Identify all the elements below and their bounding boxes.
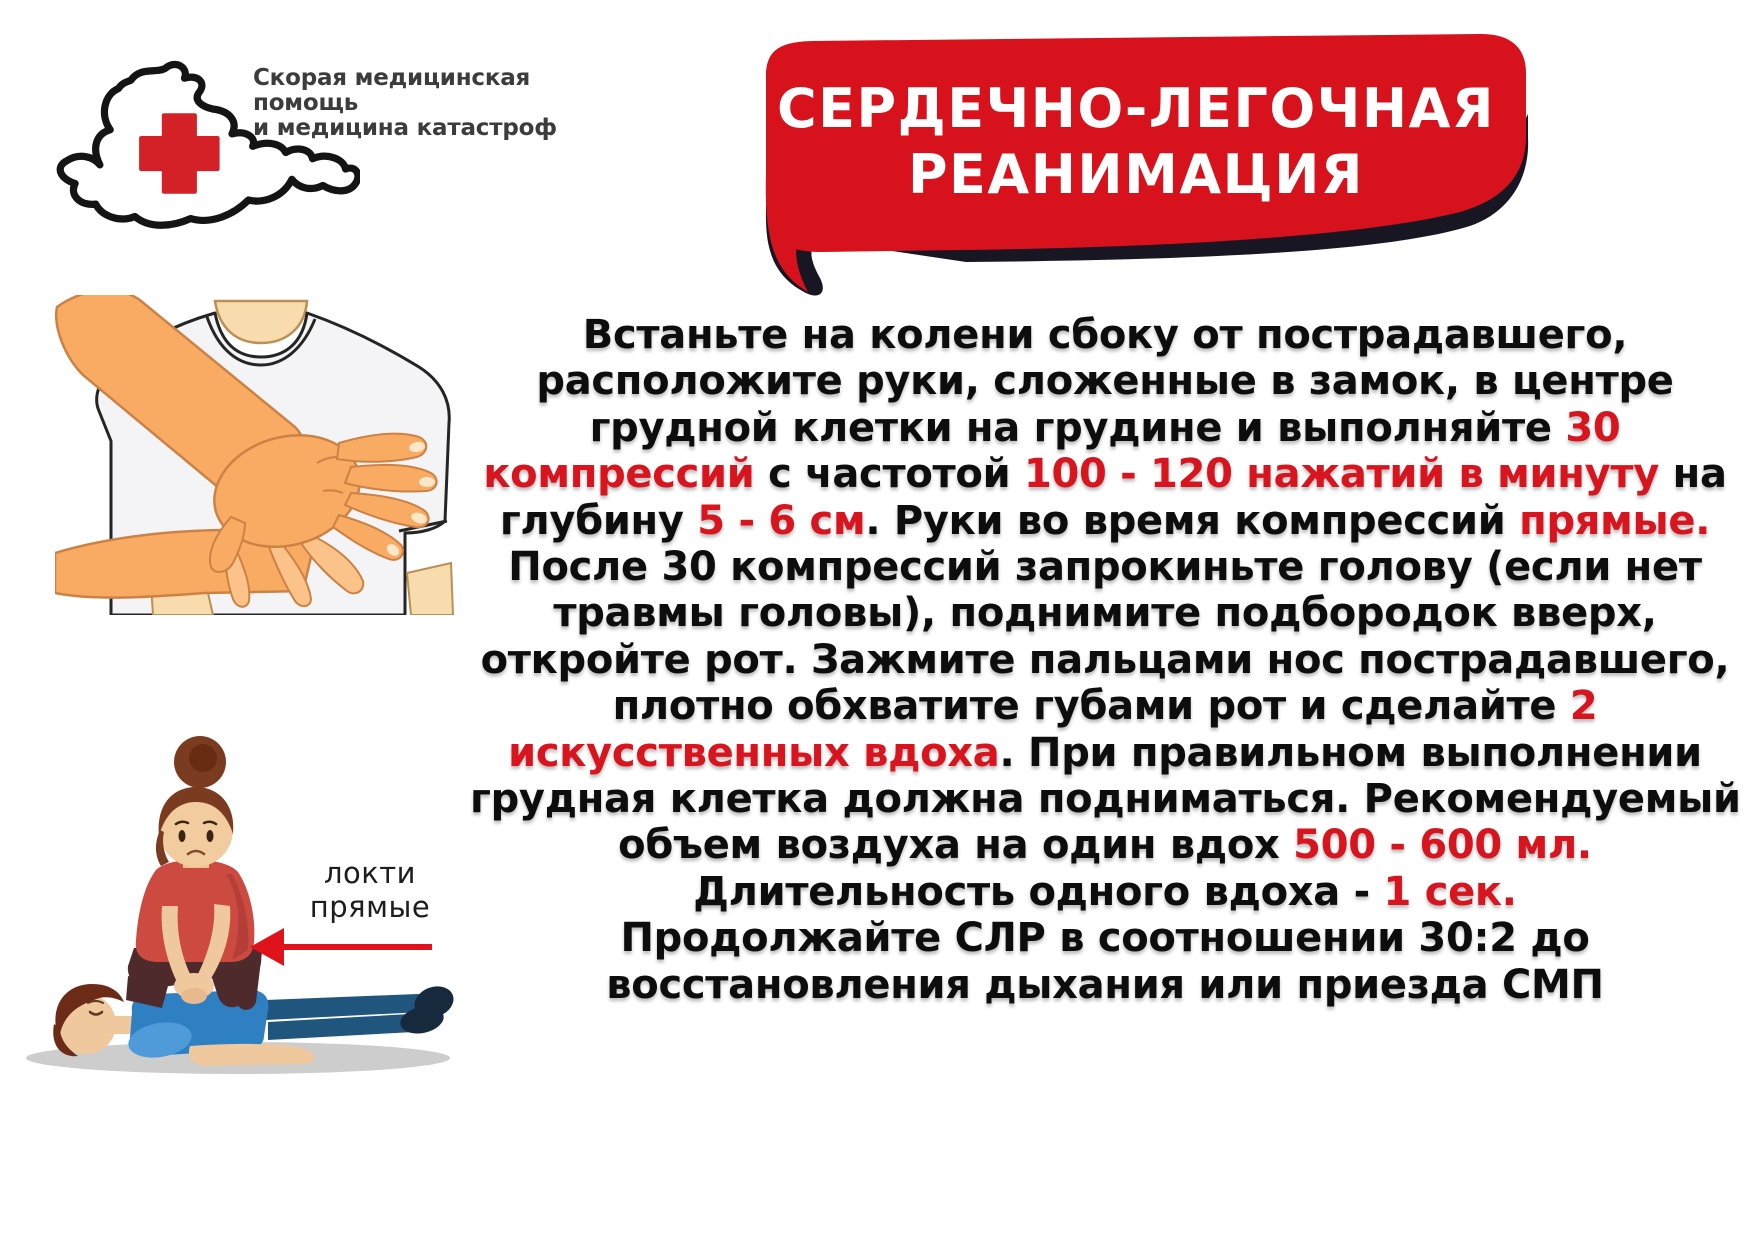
poster-title-line1: СЕРДЕЧНО-ЛЕГОЧНАЯ <box>777 77 1495 140</box>
instruction-line: глубину 5 - 6 см. Руки во время компрессий прямые. <box>499 497 1711 544</box>
elbows-label-line2: прямые <box>309 890 431 924</box>
instruction-line: искусственных вдоха. При правильном выполнении <box>508 729 1702 776</box>
instruction-line: компрессий с частотой 100 - 120 нажатий в минуту на <box>483 451 1727 498</box>
org-name-line1: Скорая медицинская помощь <box>253 65 531 116</box>
instruction-line: грудная клетка должна подниматься. Рекомендуемый <box>470 776 1741 823</box>
org-name-line2: и медицина катастроф <box>253 115 557 141</box>
org-name <box>253 66 583 141</box>
poster-title-line2: РЕАНИМАЦИЯ <box>907 143 1365 206</box>
elbows-label-line1: локти <box>323 856 417 890</box>
instruction-line: грудной клетки на грудине и выполняйте 30 <box>589 404 1621 451</box>
instruction-line: Длительность одного вдоха - 1 сек. <box>693 868 1517 915</box>
poster-title <box>766 76 1506 208</box>
instruction-line: плотно обхватите губами рот и сделайте 2 <box>612 683 1598 730</box>
instruction-line: Продолжайте СЛР в соотношении 30:2 до <box>620 915 1590 962</box>
instruction-line: После 30 компрессий запрокиньте голову (если нет <box>508 544 1702 591</box>
instructions-text <box>470 312 1740 1008</box>
instruction-line: откройте рот. Зажмите пальцами нос пострадавшего, <box>480 636 1730 683</box>
instruction-line: Встаньте на колени сбоку от пострадавшего, <box>582 312 1628 358</box>
left-arrow-icon <box>250 928 432 966</box>
hands-on-chest-illustration-icon <box>55 295 465 615</box>
instruction-line: травмы головы), поднимите подбородок вверх, <box>553 590 1657 637</box>
title-banner <box>756 26 1536 306</box>
elbows-straight-label <box>280 856 460 924</box>
instruction-line: объем воздуха на один вдох 500 - 600 мл. <box>618 822 1592 869</box>
instruction-line: расположите руки, сложенные в замок, в центре <box>536 358 1674 405</box>
instruction-line: восстановления дыхания или приезда СМП <box>606 961 1604 1008</box>
